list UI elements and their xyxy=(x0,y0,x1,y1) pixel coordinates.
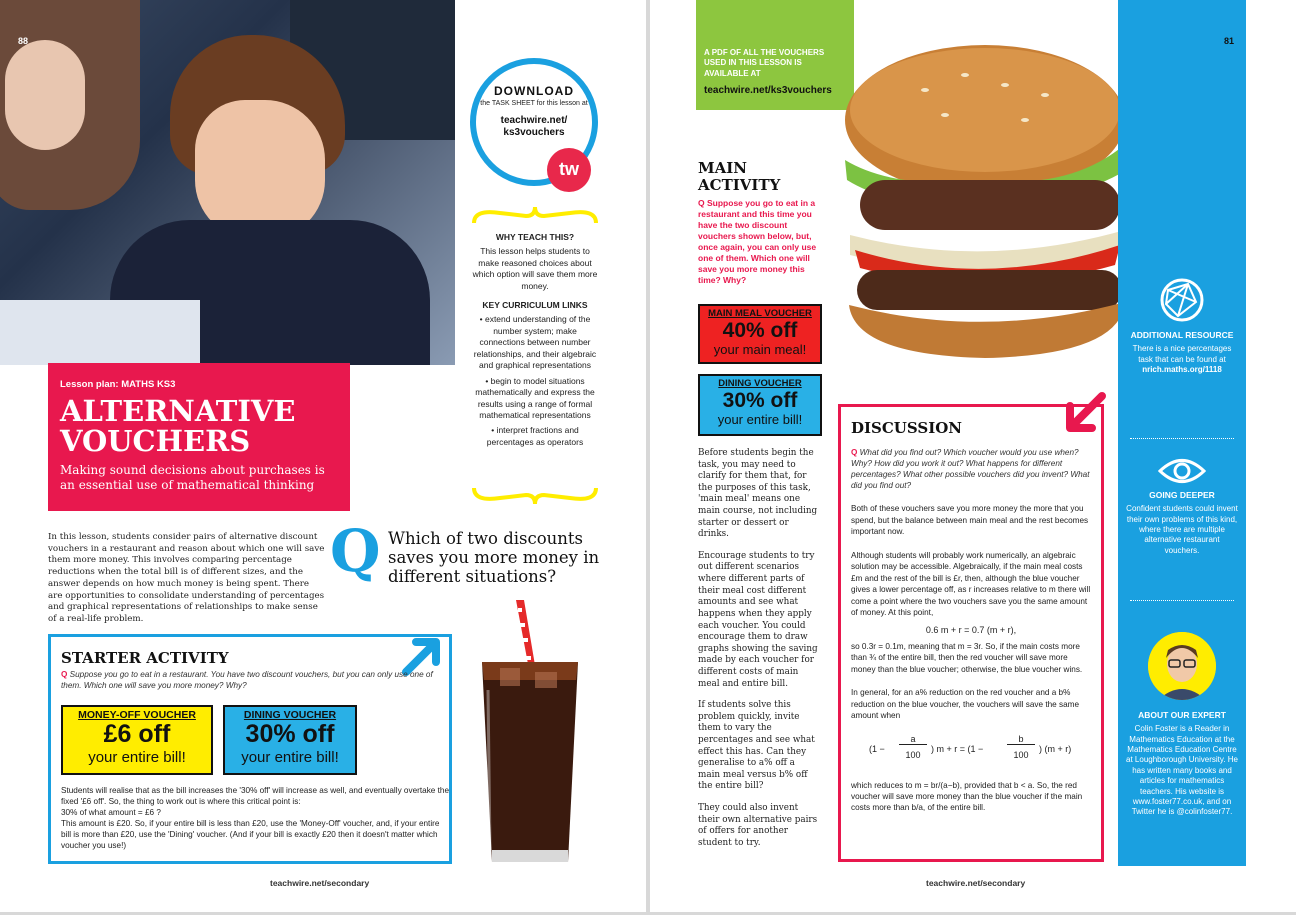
expert-avatar xyxy=(1148,632,1216,700)
main-meal-voucher: MAIN MEAL VOUCHER 40% off your main meal! xyxy=(698,304,822,364)
discussion-p5: which reduces to m = br/(a−b), provided that b < a. So, the red voucher will save more money than the blue voucher if the main costs more than b/a, of the entire bill. xyxy=(851,780,1083,813)
curriculum-point: • extend understanding of the number system; make connections between number relationships, and their algebraic and graphical representations xyxy=(473,314,597,371)
big-q-letter: Q xyxy=(330,517,381,585)
pdf-url[interactable]: teachwire.net/ks3vouchers xyxy=(704,85,832,97)
curriculum-heading: KEY CURRICULUM LINKS xyxy=(482,300,588,311)
starter-body: Students will realise that as the bill increases the '30% off' will increase as well, and eventually overtake the fixed '£6 off'. So, the thing to work out is where this critical point is: 30% of what amount = £6 ? This amount is £20. So, if your entire bill is less than £20, use the 'Money-Off' voucher, and, if your entire bill is more than £20, use the 'Dining' voucher. (And if your bill is exactly £20 then it doesn't matter which voucher you use!) xyxy=(61,786,449,851)
dining-voucher-2: DINING VOUCHER 30% off your entire bill! xyxy=(698,374,822,436)
discussion-p1: Both of these vouchers save you more money the more that you spend, but the balance between main meal and the rest becomes important now. xyxy=(851,504,1089,537)
starter-activity xyxy=(48,634,452,864)
page-number: 88 xyxy=(18,36,29,46)
why-teach-this xyxy=(470,210,600,448)
globe-network-icon xyxy=(1158,276,1206,324)
cola-glass-image xyxy=(480,600,580,865)
pdf-text: A PDF OF ALL THE VOUCHERS USED IN THIS LESSON IS AVAILABLE AT xyxy=(704,48,825,78)
dining-voucher: DINING VOUCHER 30% off your entire bill! xyxy=(223,705,357,775)
money-off-voucher: MONEY-OFF VOUCHER £6 off your entire bill! xyxy=(61,705,213,775)
going-deeper: GOING DEEPER Confident students could invent their own problems of this kind, where there are multiple alternative restaurant vouchers. xyxy=(1126,490,1238,555)
left-page xyxy=(0,0,646,912)
curriculum-point: • interpret fractions and percentages as operators xyxy=(486,425,584,447)
big-question: Which of two discounts saves you more money in different situations? xyxy=(388,529,600,586)
additional-resource: ADDITIONAL RESOURCE There is a nice percentages task that can be found at nrich.maths.org/1118 xyxy=(1126,330,1238,375)
curriculum-point: • begin to model situations mathematically and express the results using a range of formal mathematical representations xyxy=(475,375,595,420)
standfirst: Making sound decisions about purchases is an essential use of mathematical thinking xyxy=(60,462,325,493)
brace-bottom-icon xyxy=(470,484,600,506)
eye-icon xyxy=(1158,456,1206,486)
why-heading: WHY TEACH THIS? xyxy=(495,232,575,242)
pdf-box xyxy=(696,0,854,110)
nrich-link[interactable]: nrich.maths.org/1118 xyxy=(1142,364,1222,374)
main-activity-heading: MAIN ACTIVITY xyxy=(698,159,781,194)
footer-url[interactable]: teachwire.net/secondary xyxy=(270,878,370,888)
burger-image xyxy=(835,40,1135,360)
about-expert: ABOUT OUR EXPERT Colin Foster is a Reader in Mathematics Education at the Mathematics Education Centre at Loughborough University. He has written many books and articles for mathematics teachers. His website is www.foster77.co.uk, and on Twitter he is @colinfoster77. xyxy=(1126,710,1238,817)
equation-2: (1 − a 100 ) m + r = (1 − b 100 ) (m + r) xyxy=(869,733,1072,760)
main-column-text: Before students begin the task, you may need to clarify for them that, for the purposes of this task, 'main meal' means one main course, not including starter or dessert or drinks. Encourage students to try out different scenarios where different parts of their meal cost different amounts and see what happens when they apply each voucher. You could encourage them to draw graphs showing the saving made by each voucher for different costs of main meal and entire bill. If students solve this problem quickly, invite them to vary the percentages and see what effect this has. Can they generalise to a% off a main meal versus b% off the entire bill? They could also invent their own alternative pairs of offers for another student to try. xyxy=(698,448,818,848)
discussion-box xyxy=(838,404,1104,862)
download-title: DOWNLOAD xyxy=(494,84,574,98)
page-number: 81 xyxy=(1224,36,1235,46)
footer-url[interactable]: teachwire.net/secondary xyxy=(926,878,1026,888)
starter-heading: STARTER ACTIVITY xyxy=(61,649,229,667)
starter-question: Q Suppose you go to eat in a restaurant. You have two discount vouchers, but you can only use one of them. Which one will save you more money? Why? xyxy=(61,670,433,691)
discussion-question: Q What did you find out? Which voucher would you use when? Why? How did you work it out? What happens for different percentages? What other possible vouchers did you invent? What did you find out? xyxy=(851,448,1090,491)
equation-1: 0.6 m + r = 0.7 (m + r), xyxy=(925,624,1017,635)
lesson-kicker: Lesson plan: MATHS KS3 xyxy=(60,379,176,390)
discussion-p3: so 0.3r = 0.1m, meaning that m = 3r. So, if the main costs more than ¾ of the entire bill, then the red voucher will save more money than the blue voucher; otherwise, the blue voucher wins. xyxy=(851,641,1083,674)
discussion-heading: DISCUSSION xyxy=(851,419,963,437)
discussion-p2: Although students will probably work numerically, an algebraic solution may be accessible. Algebraically, if the main meal costs £m and the rest of the bill is £r, then, although the blue voucher gives a lower percentage off, as r increases relative to m there will come a point where the two vouchers save you the same amount of money. At this point, xyxy=(851,550,1091,618)
page-title: ALTERNATIVE VOUCHERS xyxy=(60,394,296,459)
sidebar xyxy=(1118,0,1246,866)
title-block xyxy=(48,363,350,511)
download-url[interactable]: teachwire.net/ ks3vouchers xyxy=(500,114,568,138)
teachwire-logo: tw xyxy=(547,148,591,192)
students-photo xyxy=(0,0,455,365)
download-sub: the TASK SHEET for this lesson at xyxy=(480,100,588,107)
main-question: Q Suppose you go to eat in a restaurant and this time you have the two discount vouchers shown below, but, once again, you can only use one of them. Which one will save you more money this time? Why? xyxy=(698,198,817,286)
right-page xyxy=(650,0,1296,912)
intro-text: In this lesson, students consider pairs of alternative discount vouchers in a restaurant and reason about which one will save them more money. This involves comparing percentage reductions when the total bill is of different sizes, and the answer depends on how much money is being spent. There are opportunities to consolidate understanding of percentages and graphical representations of relationships to make sense of a real-life problem. xyxy=(48,532,325,625)
discussion-p4: In general, for an a% reduction on the red voucher and a b% reduction on the blue voucher, the vouchers will save the same amount when xyxy=(851,688,1080,721)
why-text: This lesson helps students to make reasoned choices about which option will save them more money. xyxy=(472,246,598,291)
